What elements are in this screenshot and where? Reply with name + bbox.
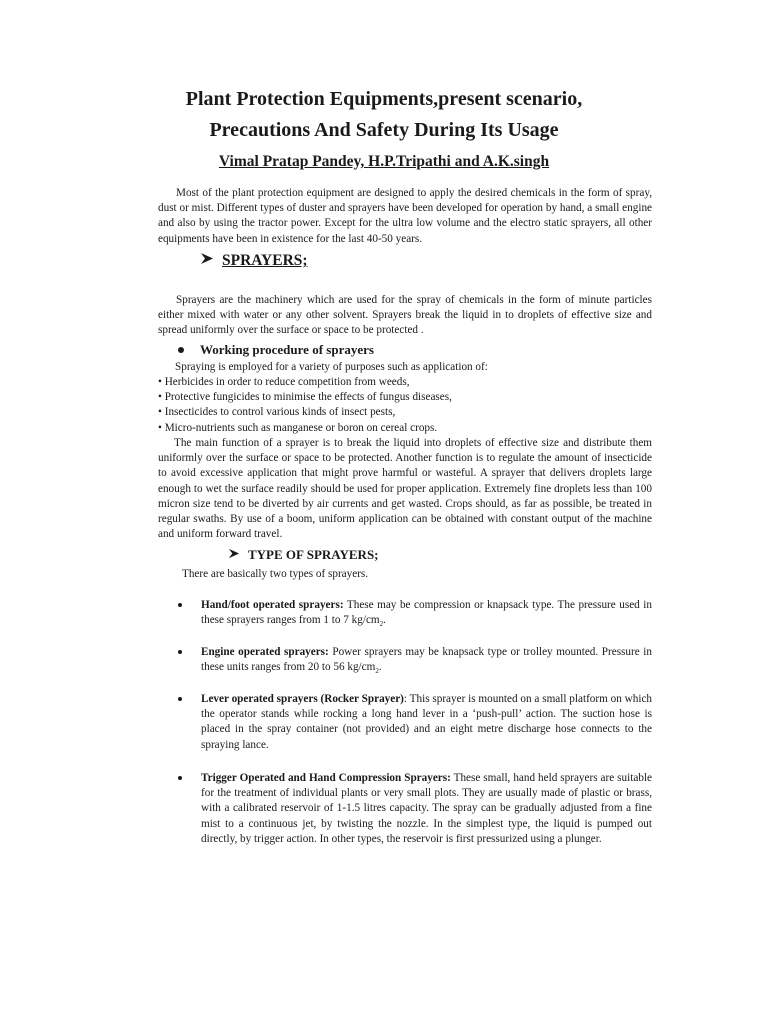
list-item	[178, 692, 652, 753]
bullet-icon	[178, 650, 182, 654]
item-text: : This sprayer is mounted on a small platform on which the operator stands while rocking a long hand lever in a ‘push-pull’ action. The suction hose is placed in the spray container (not provided) and an eight metre discharge hose connects to the spraying lance.	[201, 693, 652, 751]
working-procedure-heading	[178, 342, 374, 358]
arrow-bullet-icon	[228, 547, 240, 563]
authors: Vimal Pratap Pandey, H.P.Tripathi and A.K.singh	[218, 153, 550, 170]
item-text: These may be compression or knapsack type. The pressure used in these sprayers ranges from 1 to 7 kg/cm	[201, 599, 653, 627]
item-name: Hand/foot operated sprayers:	[201, 599, 344, 611]
item-name: Trigger Operated and Hand Compression Sprayers:	[201, 772, 451, 784]
sprayers-heading	[200, 251, 308, 271]
document-title	[120, 84, 648, 146]
item-sub: 2	[379, 620, 384, 629]
sprayers-paragraph: Sprayers are the machinery which are used for the spray of chemicals in the form of minute particles either mixed with water or any other solvent. Sprayers break the liquid in to droplets of effective size and spread uniformly over the surface or space to be protected .	[158, 294, 652, 337]
list-item: • Micro-nutrients such as manganese or boron on cereal crops.	[158, 421, 438, 434]
title-line-2: Precautions And Safety During Its Usage	[209, 119, 559, 141]
title-line-1: Plant Protection Equipments,present scenario,	[185, 88, 583, 110]
intro-paragraph: Most of the plant protection equipment are designed to apply the desired chemicals in the form of spray, dust or mist. Different types of duster and sprayers have been developed for operation by hand, a small engine and also by using the tractor power. Except for the ultra low volume and the electro static sprayers, all other equipments have been in existence for the last 40-50 years.	[158, 187, 652, 245]
working-procedure-label: Working procedure of sprayers	[200, 342, 374, 357]
item-name: Lever operated sprayers (Rocker Sprayer)	[201, 693, 404, 705]
working-intro: Spraying is employed for a variety of purposes such as application of:	[175, 361, 488, 373]
purposes-list	[158, 375, 652, 436]
main-function-paragraph: The main function of a sprayer is to break the liquid into droplets of effective size and distribute them uniformly over the surface or space to be protected. Another function is to regulate the amount of insecticide to avoid excessive application that might prove harmful or wasteful. A sprayer that delivers droplets large enough to wet the surface readily should be used for proper application. Extremely fine droplets less than 100 micron size tend to be diverted by air currents and get wasted. Crops should, as far as possible, be treated in regular swaths. By use of a boom, uniform application can be obtained with constant output of the machine and uniform forward travel.	[158, 437, 652, 541]
list-item	[178, 771, 652, 847]
sprayers-heading-label: SPRAYERS;	[222, 252, 308, 269]
arrow-bullet-icon	[200, 251, 214, 271]
item-name: Engine operated sprayers:	[201, 646, 329, 658]
item-tail: .	[378, 661, 382, 674]
bullet-icon	[178, 603, 182, 607]
bullet-icon	[178, 776, 182, 780]
bullet-icon	[178, 347, 184, 353]
list-item	[178, 598, 652, 633]
list-item: • Herbicides in order to reduce competition from weeds,	[158, 376, 410, 388]
types-heading	[228, 547, 379, 563]
bullet-icon	[178, 697, 182, 701]
item-text: Power sprayers may be knapsack type or trolley mounted. Pressure in these units ranges from 20 to 56 kg/cm	[201, 646, 652, 674]
types-heading-label: TYPE OF SPRAYERS;	[248, 547, 379, 562]
types-intro: There are basically two types of sprayers.	[182, 568, 369, 580]
list-item: • Protective fungicides to minimise the effects of fungus diseases,	[158, 391, 452, 404]
list-item	[178, 645, 652, 680]
list-item: • Insecticides to control various kinds of insect pests,	[158, 406, 396, 419]
item-sub: 2	[375, 667, 379, 676]
item-tail: .	[383, 614, 386, 627]
item-text: These small, hand held sprayers are suitable for the treatment of individual plants or very small plots. They are usually made of plastic or brass, with a calibrated reservoir of 1-1.5 litres capacity. The spray can be gradually adjusted from a fine mist to a continuous jet, by twisting the nozzle. In the simplest type, the liquid is pumped out directly, by trigger action. In other types, the reservoir is first pressurized using a plunger.	[201, 772, 652, 845]
